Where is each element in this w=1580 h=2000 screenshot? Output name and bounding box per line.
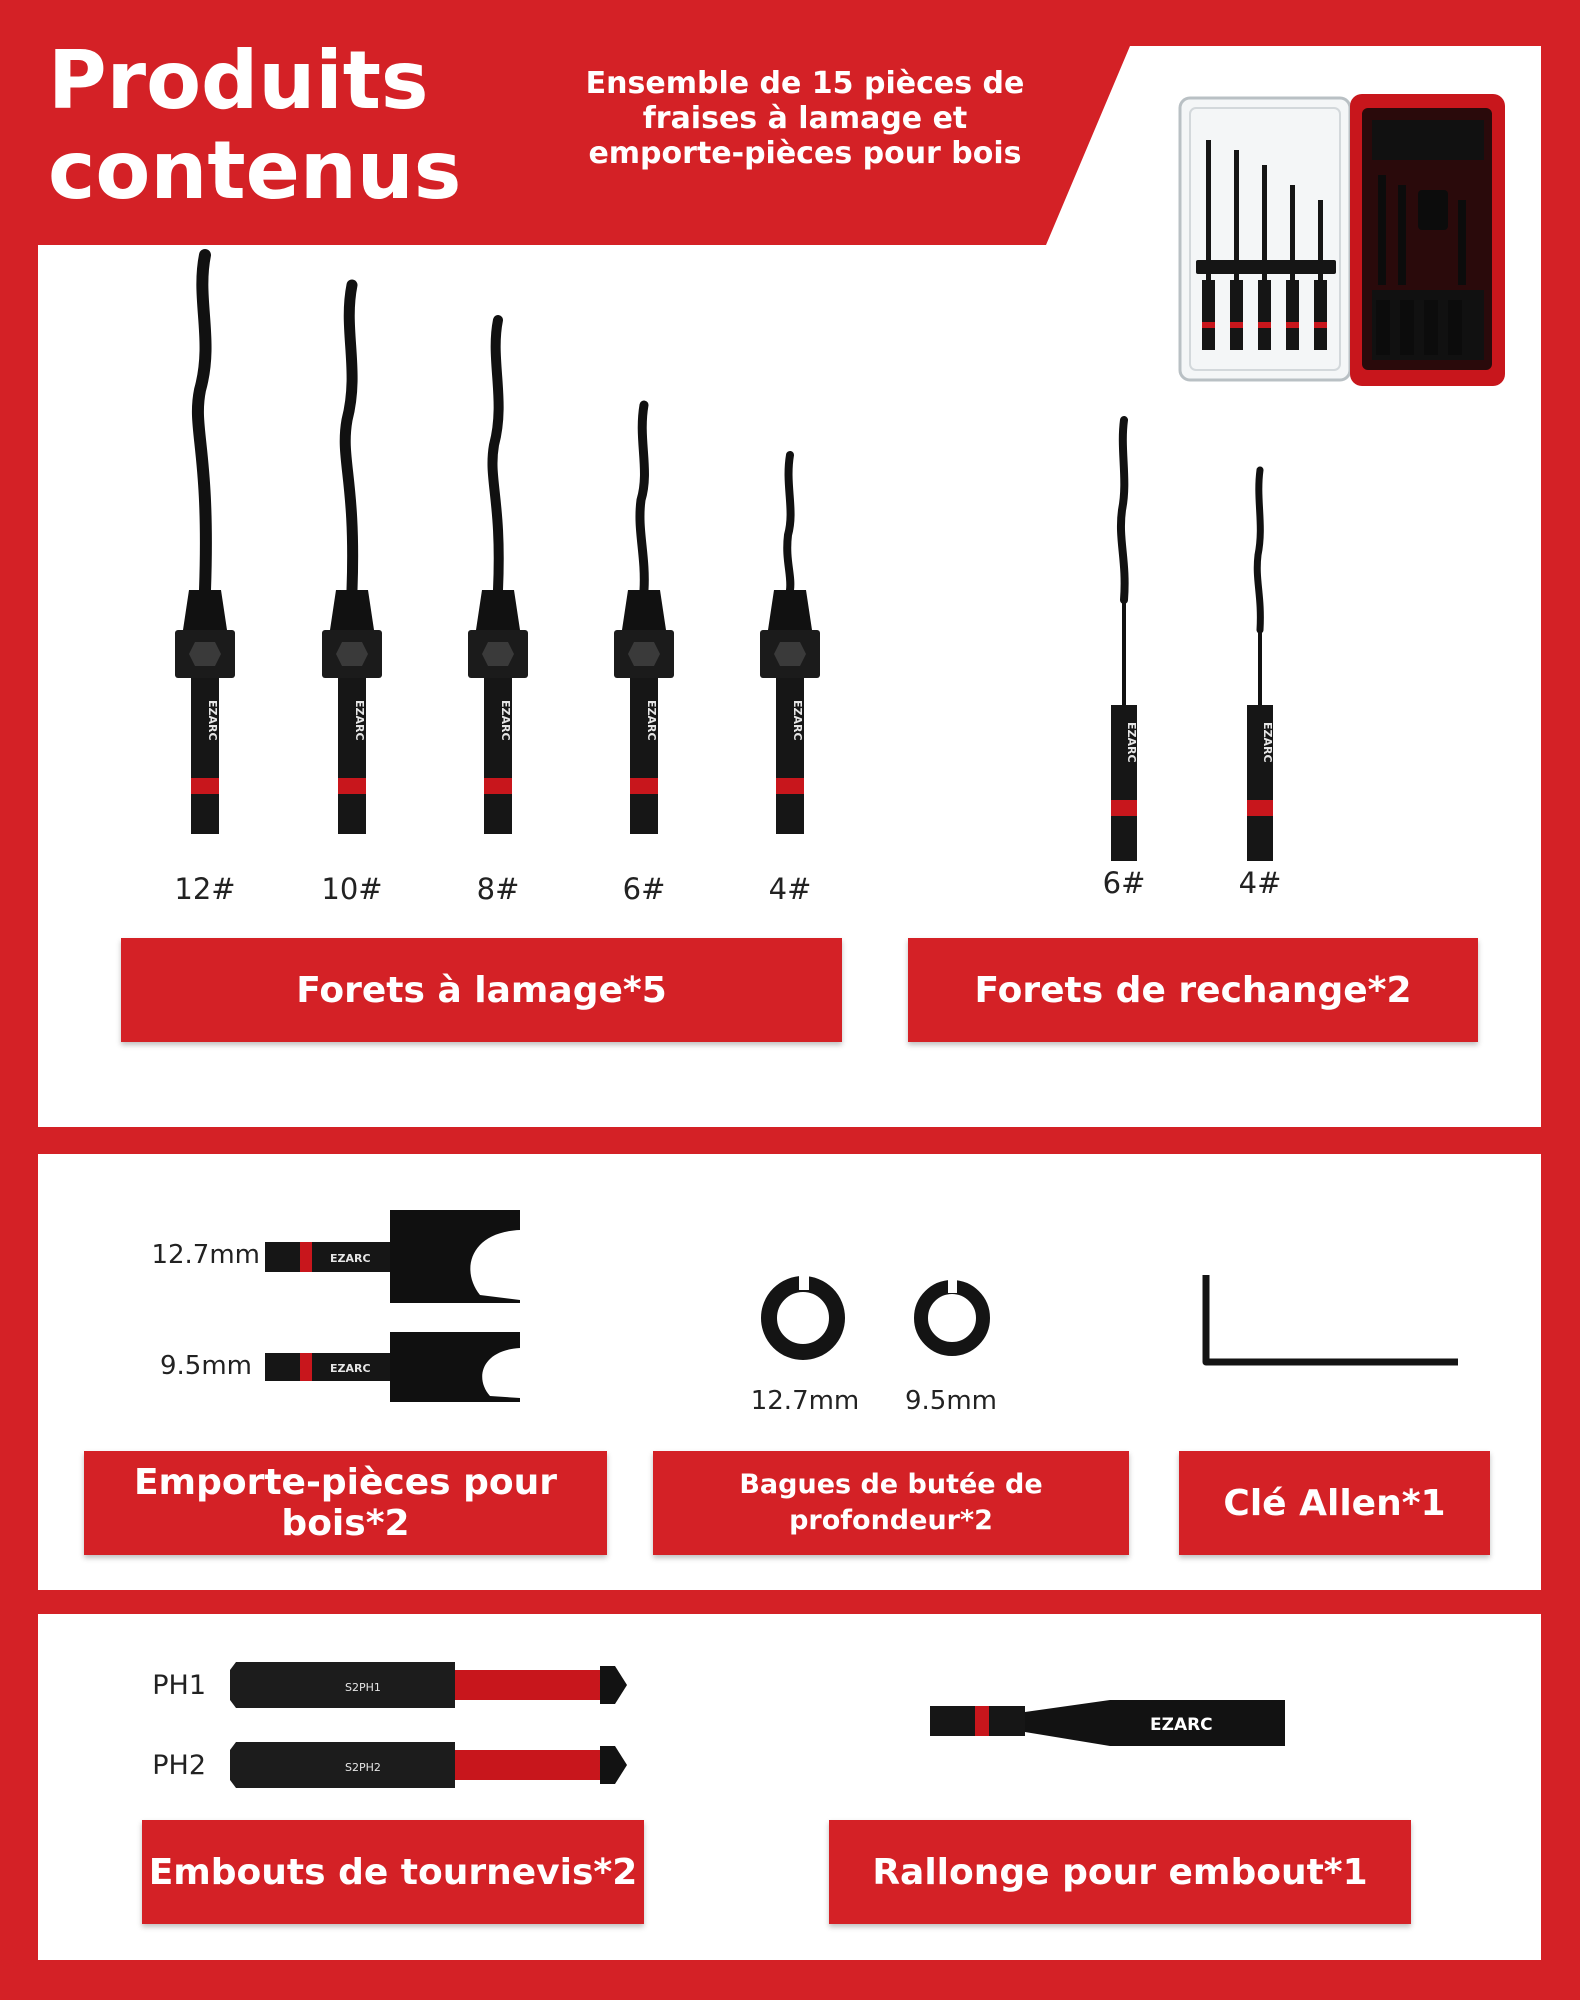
plug-cutters-label: Emporte-pièces pour bois*2 bbox=[84, 1451, 607, 1555]
title-line-2: contenus bbox=[48, 124, 462, 217]
title-line-1: Produits bbox=[48, 34, 429, 127]
svg-text:EZARC: EZARC bbox=[1125, 722, 1138, 763]
svg-text:EZARC: EZARC bbox=[330, 1362, 371, 1375]
screwdriver-bits-label: Embouts de tournevis*2 bbox=[142, 1820, 644, 1924]
plug-size-label-9-5: 9.5mm bbox=[159, 1351, 252, 1381]
replacement-size-label-6: 6# bbox=[1102, 866, 1146, 900]
svg-text:EZARC: EZARC bbox=[330, 1252, 371, 1265]
bit-extension-icon bbox=[930, 1700, 1285, 1746]
bit-extension-label: Rallonge pour embout*1 bbox=[829, 1820, 1411, 1924]
svg-text:S2PH1: S2PH1 bbox=[345, 1681, 381, 1694]
stop-collars-label: Bagues de butée de profondeur*2 bbox=[653, 1451, 1129, 1555]
size-label-4: 4# bbox=[768, 872, 812, 906]
svg-text:S2PH2: S2PH2 bbox=[345, 1761, 381, 1774]
replacement-size-label-4: 4# bbox=[1238, 866, 1282, 900]
replacement-bits-label: Forets de rechange*2 bbox=[908, 938, 1478, 1042]
size-label-12: 12# bbox=[174, 872, 236, 906]
countersink-bits-label: Forets à lamage*5 bbox=[121, 938, 842, 1042]
size-label-10: 10# bbox=[321, 872, 383, 906]
svg-text:EZARC: EZARC bbox=[1150, 1715, 1213, 1735]
collar-size-label-12-7: 12.7mm bbox=[750, 1386, 860, 1416]
size-label-6: 6# bbox=[622, 872, 666, 906]
size-label-8: 8# bbox=[476, 872, 520, 906]
screwdriver-bit-icon bbox=[230, 1742, 627, 1788]
collar-size-label-9-5: 9.5mm bbox=[904, 1386, 997, 1416]
screwdriver-bit-icon bbox=[230, 1662, 627, 1708]
allen-key-label: Clé Allen*1 bbox=[1179, 1451, 1490, 1555]
svg-text:EZARC: EZARC bbox=[1261, 722, 1274, 763]
bit-size-label-ph1: PH1 bbox=[152, 1670, 206, 1701]
plug-size-label-12-7: 12.7mm bbox=[151, 1240, 260, 1270]
page-subtitle: Ensemble de 15 pièces de fraises à lamage et emporte-pièces pour bois bbox=[585, 66, 1025, 171]
bit-size-label-ph2: PH2 bbox=[152, 1750, 206, 1781]
